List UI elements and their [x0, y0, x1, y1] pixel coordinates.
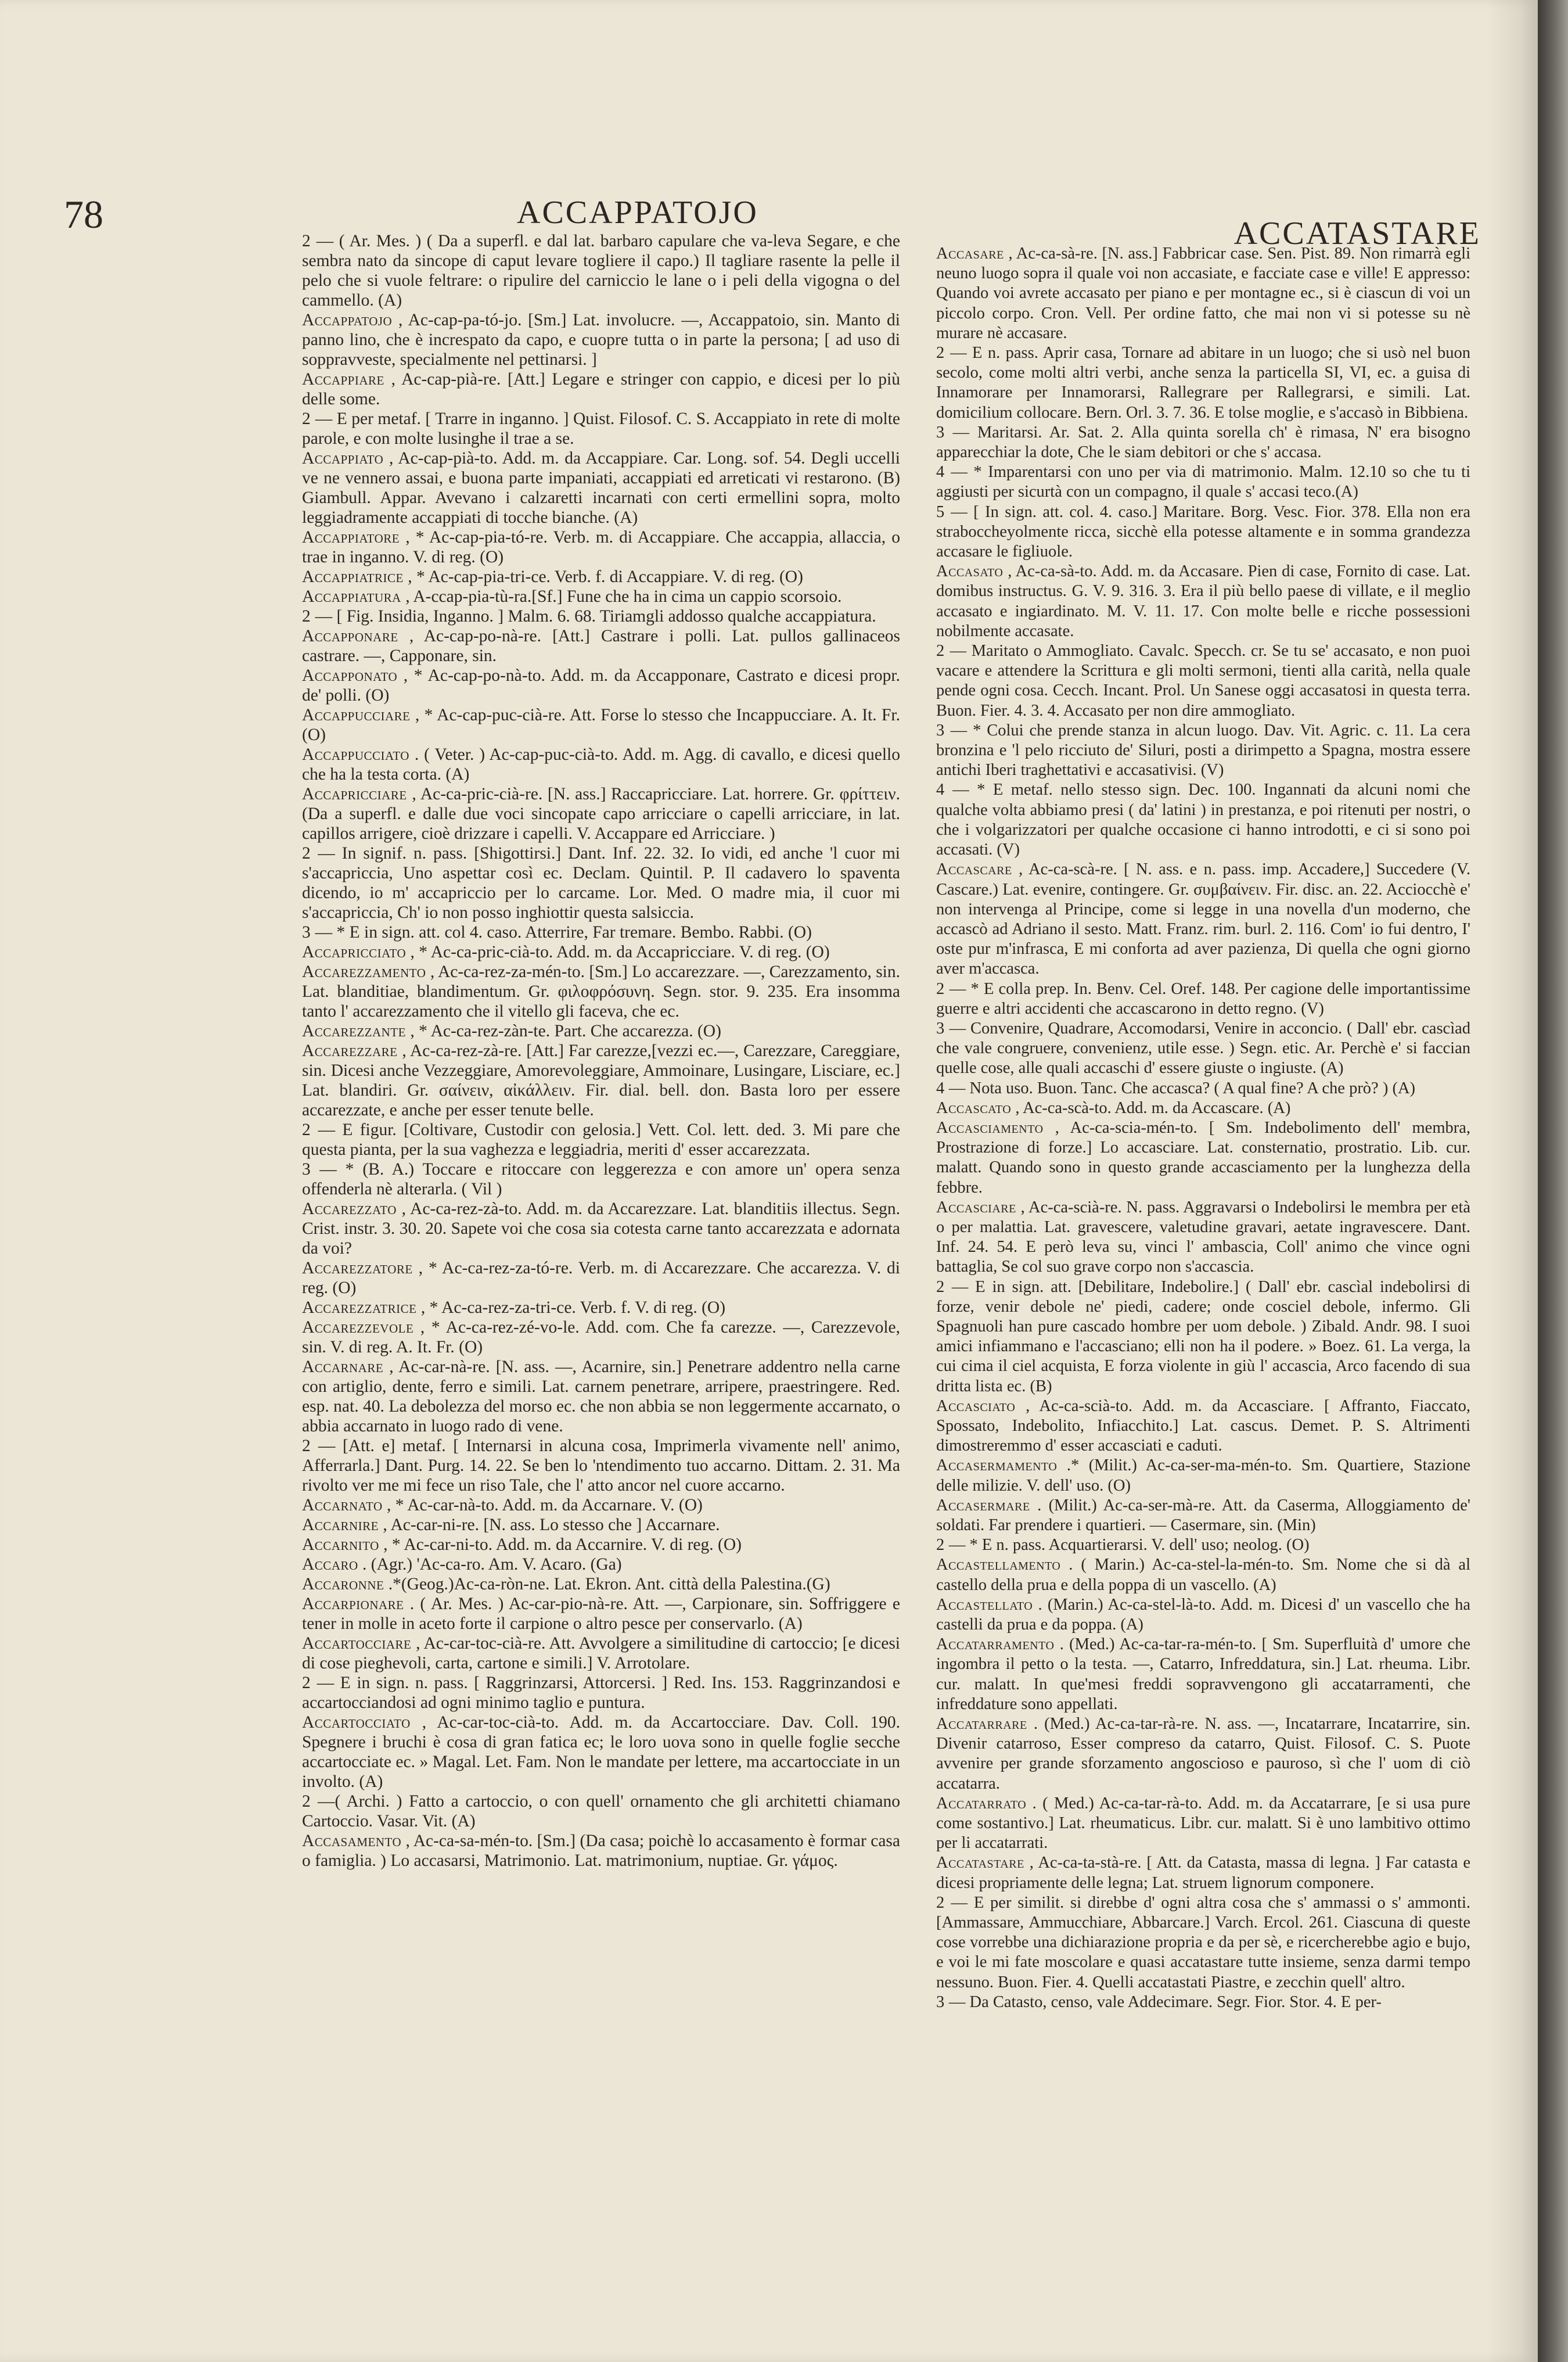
dictionary-entry — [936, 1595, 1470, 1635]
entry-text: .* (Milit.) Ac-ca-ser-ma-mén-to. Sm. Quartiere, Stazione delle milizie. V. dell' uso. (O) — [936, 1456, 1471, 1495]
entry-headword: 2 — [936, 1277, 945, 1296]
dictionary-entry — [302, 1199, 900, 1258]
entry-text: — In signif. n. pass. [Shigottirsi.] Dant. Inf. 22. 32. Io vidi, ed anche 'l cuor mi s'accapriccia, Uno aspettar così ec. Declam. Quintil. P. Il cadavero lo spaventa dicendo, io m' accapriccio per lo carcame. Lor. Med. O madre mia, il cuor mi s'accapriccia, Ch' io non posso inghiottir questa salsiccia. — [302, 844, 900, 922]
dictionary-entry — [302, 587, 900, 606]
entry-headword: Accaronne — [302, 1575, 384, 1593]
entry-text: — E per metaf. [ Trarre in inganno. ] Quist. Filosof. C. S. Accappiato in rete di molte parole, e con molte lusinghe il trae a se. — [302, 410, 901, 448]
dictionary-entry — [302, 1258, 900, 1298]
entry-headword: Accascato — [936, 1099, 1012, 1117]
dictionary-entry — [936, 1893, 1470, 1993]
entry-text: . (Marin.) Ac-ca-stel-là-to. Add. m. Dicesi d' un vascello che ha castelli da prua e da poppa. (A) — [936, 1595, 1471, 1634]
entry-text: , Ac-ca-sà-re. [N. ass.] Fabbricar case. Sen. Pist. 89. Non rimarrà egli neuno luogo sopra il quale voi non accasiate, e facciate case e ville! E appresso: Quando voi avrete accasato per piano e per montagne ec., si è ciascun di voi un piccolo corpo. Cron. Vell. Per ordine fatto, che mai non vi si potesse su nè murare nè accasare. — [936, 245, 1471, 342]
left-column — [302, 231, 900, 1871]
dictionary-entry — [302, 1515, 900, 1535]
entry-text: , Ac-ca-scà-to. Add. m. da Accascare. (A) — [1015, 1099, 1291, 1117]
dictionary-entry — [936, 1277, 1470, 1397]
dictionary-entry — [302, 527, 900, 567]
entry-headword: 4 — [936, 1079, 945, 1097]
entry-text: — [ In sign. att. col. 4. caso.] Maritare. Borg. Vesc. Fior. 378. Ella non era straboccheyolmente ricca, sicchè ella potesse altamente e in somma grandezza accasare le figliuole. — [936, 502, 1470, 561]
entry-text: —( Archi. ) Fatto a cartoccio, o con quell' ornamento che gli architetti chiamano Cartoccio. Vasar. Vit. (A) — [302, 1792, 901, 1830]
dictionary-entry — [936, 1714, 1470, 1794]
entry-text: — * (B. A.) Toccare e ritoccare con leggerezza e con amore un' opera senza offenderla nè alterarla. ( Vil ) — [302, 1160, 900, 1198]
dictionary-entry — [936, 562, 1470, 641]
entry-headword: Accappiatrice — [302, 568, 404, 586]
entry-headword: Accarezzamento — [302, 963, 426, 981]
dictionary-entry — [302, 1318, 900, 1357]
entry-headword: Accatarrare — [936, 1715, 1027, 1733]
entry-text: . ( Veter. ) Ac-cap-puc-cià-to. Add. m. Agg. di cavallo, e dicesi quello che ha la testa corta. (A) — [302, 745, 900, 784]
dictionary-entry — [302, 962, 900, 1021]
entry-headword: 2 — [302, 607, 311, 626]
entry-headword: Accarnito — [302, 1535, 379, 1554]
entry-text: , Ac-ca-pric-cià-re. [N. ass.] Raccapricciare. Lat. horrere. Gr. φρίττειν. (Da a superfl. e dalle due voci sincopate capo arricciare o capelli arricciare, in lat. capillos arrigere, cioè drizzare i capelli. V. Accappare ed Arricciare. ) — [302, 785, 900, 843]
entry-text: — * E n. pass. Acquartierarsi. V. dell' uso; neolog. (O) — [948, 1536, 1310, 1555]
entry-text: , Ac-car-toc-cià-to. Add. m. da Accartocciare. Dav. Coll. 190. Spegnere i bruchi è cosa di gran fatica ec; le loro uova sono in quelle foglie secche accartocciate ec. » Magal. Let. Fam. Non le mandate per lettere, ma accartocciate in un involto. (A) — [302, 1713, 900, 1791]
entry-headword: Accappiato — [302, 449, 384, 468]
dictionary-entry — [302, 1436, 900, 1495]
entry-headword: Accatarramento — [936, 1635, 1055, 1654]
dictionary-entry — [302, 1594, 900, 1634]
dictionary-entry — [936, 1456, 1470, 1495]
dictionary-entry — [302, 1021, 900, 1041]
entry-text: , Ac-cap-pià-re. [Att.] Legare e stringer con cappio, e dicesi per lo più delle some. — [302, 370, 901, 408]
entry-headword: Accappiatore — [302, 528, 400, 547]
dictionary-entry — [936, 1794, 1470, 1854]
entry-headword: Accastellamento — [936, 1556, 1061, 1574]
dictionary-entry — [936, 641, 1470, 721]
dictionary-entry — [302, 942, 900, 962]
entry-text: , * Ac-ca-pric-cià-to. Add. m. da Accapricciare. V. di reg. (O) — [410, 943, 830, 961]
entry-headword: 3 — [302, 923, 311, 942]
entry-headword: Accappiare — [302, 370, 384, 389]
entry-headword: Accarezzare — [302, 1042, 398, 1060]
entry-headword: Accarezzevole — [302, 1318, 414, 1337]
entry-headword: Accarpionare — [302, 1595, 404, 1613]
dictionary-entry — [936, 1555, 1470, 1595]
dictionary-entry — [302, 1792, 900, 1831]
dictionary-entry — [936, 244, 1470, 343]
entry-headword: Accarnato — [302, 1496, 383, 1514]
entry-text: . ( Marin.) Ac-ca-stel-la-mén-to. Sm. Nome che si dà al castello della prua e della poppa di un vascello. (A) — [936, 1556, 1471, 1594]
entry-headword: 2 — [302, 1674, 311, 1692]
entry-headword: Accatarrato — [936, 1794, 1027, 1812]
entry-text: — Nota uso. Buon. Tanc. Che accasca? ( A qual fine? A che prò? ) (A) — [948, 1079, 1416, 1097]
entry-headword: Accappiatura — [302, 587, 401, 606]
entry-headword: 2 — [302, 1121, 311, 1139]
entry-headword: Accasato — [936, 562, 1004, 581]
entry-headword: 5 — [936, 502, 945, 521]
entry-headword: 2 — [936, 344, 945, 362]
entry-text: . (Med.) Ac-ca-tar-ra-mén-to. [ Sm. Superfluità d' umore che ingombra il petto o la testa. —, Catarro, Infreddatura, sin.] Lat. rheuma. Libr. cur. malatt. In que'mesi freddi sopravvengono gli accatarramenti, che infreddature sono appellati. — [936, 1635, 1471, 1713]
entry-headword: Accarnire — [302, 1516, 379, 1534]
dictionary-entry — [302, 1634, 900, 1673]
entry-text: , Ac-ca-rez-za-mén-to. [Sm.] Lo accarezzare. —, Carezzamento, sin. Lat. blanditiae, blandimentum. Gr. φιλοφρόσυνη. Segn. stor. 9. 235. Era insomma tanto l' accarezzamento che il vitello gli faceva, che ec. — [302, 963, 901, 1021]
entry-headword: Accapricciato — [302, 943, 407, 961]
entry-text: , Ac-car-toc-cià-re. Att. Avvolgere a similitudine di cartoccio; [e dicesi di cose pieghevoli, carta, cartone e simili.] V. Arrotolare. — [302, 1634, 901, 1672]
entry-headword: 2 — [936, 979, 945, 998]
entry-text: , Ac-cap-pa-tó-jo. [Sm.] Lat. involucre. —, Accappatoio, sin. Manto di panno lino, che è increspato da capo, e cuopre tutta o in parte la persona; [ ad uso di soppravveste, specialmente nel pettinarsi. ] — [302, 311, 901, 369]
entry-text: , Ac-ca-rez-zà-to. Add. m. da Accarezzare. Lat. blanditiis illectus. Segn. Crist. instr. 3. 30. 20. Sapete voi che cosa sia cotesta carne tanto accarezzata e adornata da voi? — [302, 1200, 901, 1258]
dictionary-entry — [936, 721, 1470, 781]
entry-text: . ( Med.) Ac-ca-tar-rà-to. Add. m. da Accatarrare, [e si usa pure come sostantivo.] Lat. rheumaticus. Libr. cur. malatt. Si è uno lambitivo ottimo per li accatarrati. — [936, 1794, 1470, 1853]
dictionary-entry — [936, 1496, 1470, 1535]
entry-headword: Accastellato — [936, 1595, 1033, 1614]
dictionary-entry — [302, 1160, 900, 1199]
dictionary-entry — [936, 1019, 1470, 1079]
page-fold-shadow — [1487, 0, 1538, 2362]
entry-text: — E in sign. att. [Debilitare, Indebolire.] ( Dall' ebr. cascìal indebolirsi di forze, venir debole ne' piedi, cadere; onde cosciel debole, infermo. Gli Spagnuoli han pure cascado hombre per uom debole. ) Zibald. Andr. 98. I suoi amici infiammano e l'accasciano; elli non ha il podere. » Boez. 61. La verga, la cui cima il ciel acquista, E forza violente in giù l' accascia, Arco facendo di sua dritta lista ec. (B) — [936, 1277, 1470, 1395]
entry-text: , * Ac-ca-rez-zàn-te. Part. Che accarezza. (O) — [410, 1022, 721, 1040]
right-column — [936, 244, 1470, 2012]
dictionary-entry — [936, 1993, 1470, 2012]
entry-headword: 2 — [936, 642, 945, 661]
dictionary-entry — [936, 1118, 1470, 1198]
dictionary-entry — [936, 462, 1470, 502]
entry-text: , Ac-ca-ta-stà-re. [ Att. da Catasta, massa di legna. ] Far catasta e dicesi propriamente delle legna; Lat. struem lignorum componere. — [936, 1854, 1470, 1892]
entry-text: . (Milit.) Ac-ca-ser-mà-re. Att. da Caserma, Alloggiamento de' soldati. Far prendere i quartieri. — Casermare, sin. (Min) — [936, 1496, 1470, 1534]
entry-text: , Ac-ca-rez-zà-re. [Att.] Far carezze,[vezzi ec.—, Carezzare, Careggiare, sin. Dicesi anche Vezzeggiare, Amorevoleggiare, Ammoinare, Lusingare, Lisciare, ec.] Lat. blandiri. Gr. σαίνειν, αἰκάλλειν. Fir. dial. bell. don. Basta loro per essere accarezzate, e anche per esser tenute belle. — [302, 1042, 901, 1119]
dictionary-entry — [936, 1079, 1470, 1099]
entry-text: — E per similit. si direbbe d' ogni altra cosa che s' ammassi o s' ammonti. [Ammassare, Ammucchiare, Abbarcare.] Varch. Ercol. 261. Ciascuna di queste cose vorrebbe una dichiarazione propria e da per sè, e ricercherebbe agio e bujo, e voi le mi fate moscolare e quasi accatastare tutte insieme, senza darmi tempo nessuno. Buon. Fier. 4. Quelli accatastati Piastre, e zecchin quell' altro. — [936, 1893, 1470, 1991]
dictionary-entry — [302, 1495, 900, 1515]
dictionary-entry — [936, 1535, 1470, 1555]
entry-headword: Accapricciare — [302, 785, 407, 803]
entry-headword: 3 — [936, 423, 945, 441]
entry-headword: 2 — [302, 410, 311, 428]
entry-text: , * Ac-cap-po-nà-to. Add. m. da Accapponare, Castrato e dicesi propr. de' polli. (O) — [302, 666, 900, 705]
dictionary-entry — [302, 1298, 900, 1318]
dictionary-entry — [302, 666, 900, 705]
entry-text: , Ac-cap-po-nà-re. [Att.] Castrare i polli. Lat. pullos gallinaceos castrare. —, Capponare, sin. — [302, 627, 901, 665]
entry-text: , A-ccap-pia-tù-ra.[Sf.] Fune che ha in cima un cappio scorsoio. — [405, 587, 842, 606]
dictionary-entry — [302, 745, 900, 784]
dictionary-entry — [302, 606, 900, 626]
entry-text: , * Ac-ca-rez-za-tó-re. Verb. m. di Accarezzare. Che accarezza. V. di reg. (O) — [302, 1259, 901, 1297]
dictionary-entry — [302, 1535, 900, 1555]
entry-text: — * Colui che prende stanza in alcun luogo. Dav. Vit. Agric. c. 11. La cera bronzina e 'l pelo ricciuto de' Siluri, posti a dirimpetto a Spagna, mostra essere antichi Iberi traghettativi e accasativisi. (V) — [936, 721, 1471, 780]
entry-text: , * Ac-cap-pia-tri-ce. Verb. f. di Accappiare. V. di reg. (O) — [408, 568, 803, 586]
entry-headword: Accapponato — [302, 666, 398, 685]
book-edge — [1538, 0, 1568, 2362]
dictionary-entry — [936, 780, 1470, 860]
entry-text: — ( Ar. Mes. ) ( Da a superfl. e dal lat. barbaro capulare che va-leva Segare, e che sembra nato da sincope di caput levare togliere il capo.) Il tagliare rasente la pelle il pelo che si vuole feltrare: o ripulire del carniccio le lane o i peli della vigogna o del cammello. (A) — [302, 232, 900, 310]
entry-text: — Da Catasto, censo, vale Addecimare. Segr. Fior. Stor. 4. E per- — [948, 1993, 1382, 2011]
entry-text: , Ac-car-ni-re. [N. ass. Lo stesso che ] Accarnare. — [383, 1516, 720, 1534]
dictionary-entry — [302, 843, 900, 922]
entry-text: , Ac-ca-scià-to. Add. m. da Accasciare. [ Affranto, Fiaccato, Spossato, Indebolito, Infiacchito.] Lat. cascus. Demet. P. S. Altrimenti dimostreremmo d' esser accasciati e caduti. — [936, 1397, 1471, 1455]
dictionary-entry — [302, 1555, 900, 1574]
entry-text: — Convenire, Quadrare, Accomodarsi, Venire in acconcio. ( Dall' ebr. cascìad che vale congruere, convenienz, utile esse. ) Segn. etic. Ar. Perchè e' si faccian quelle cose, alle quali accaschi d' essere giuste o ingiuste. (A) — [936, 1019, 1471, 1078]
entry-text: , Ac-ca-scià-re. N. pass. Aggravarsi o Indebolirsi le membra per età o per malattia. Lat. gravescere, valetudine gravari, aetate ingravescere. Dant. Inf. 24. 54. E però leva su, vinci l' ambascia, Coll' animo che vince ogni battaglia, Se col suo grave corpo non s'accascia. — [936, 1198, 1471, 1276]
entry-headword: 2 — [302, 1792, 311, 1811]
entry-text: , Ac-ca-scà-re. [ N. ass. e n. pass. imp. Accadere,] Succedere (V. Cascare.) Lat. evenire, contingere. Gr. συμβαίνειν. Fir. disc. an. 22. Acciocchè e' non intervenga al Principe, come si legge in una novella d'un moderno, che accascò ad Adriano il sesto. Matt. Franz. rim. burl. 2. 116. Com' io fui dentro, I' oste pur m'infrasca, E mi conforta ad aver pazienza, Di quella che ogni giorno aver m'accasca. — [936, 860, 1470, 978]
entry-headword: Accasermamento — [936, 1456, 1058, 1475]
entry-text: , Ac-ca-sà-to. Add. m. da Accasare. Pien di case, Fornito di case. Lat. domibus instructus. G. V. 9. 316. 3. Era il più bello paese di villate, e il meglio accasato e ingiardinato. M. V. 11. 17. Con molte belle e ricche possessioni nobilmente accasate. — [936, 562, 1471, 640]
running-head-left: ACCAPPATOJO — [517, 195, 758, 231]
entry-headword: Accascare — [936, 860, 1012, 879]
entry-text: — [ Fig. Insidia, Inganno. ] Malm. 6. 68. Tiriamgli addosso qualche accappiatura. — [315, 607, 876, 626]
dictionary-entry — [302, 784, 900, 843]
page-number: 78 — [64, 192, 103, 236]
entry-headword: Accappucciare — [302, 706, 411, 724]
entry-text: , * Ac-cap-pia-tó-re. Verb. m. di Accappiare. Che accappia, allaccia, o trae in inganno. V. di reg. (O) — [302, 528, 900, 566]
entry-text: . (Med.) Ac-ca-tar-rà-re. N. ass. —, Incatarrare, Incatarrire, sin. Divenir catarroso, Esser compreso da catarro, Quist. Filosof. C. S. Puote avvenire per grande sforzamento angoscioso e pauroso, sì che l' uom di ciò accatarra. — [936, 1715, 1470, 1793]
dictionary-entry — [302, 1713, 900, 1792]
entry-text: . (Agr.) 'Ac-ca-ro. Am. V. Acaro. (Ga) — [362, 1555, 622, 1574]
dictionary-entry — [302, 1831, 900, 1871]
entry-headword: 4 — [936, 463, 945, 482]
entry-text: — * Imparentarsi con uno per via di matrimonio. Malm. 12.10 so che tu ti aggiusti per sicurtà con un compagno, il quale s' accasi teco.(A) — [936, 463, 1470, 501]
entry-text: .*(Geog.)Ac-ca-ròn-ne. Lat. Ekron. Ant. città della Palestina.(G) — [388, 1575, 830, 1593]
entry-text: — E in sign. n. pass. [ Raggrinzarsi, Attorcersi. ] Red. Ins. 153. Raggrinzandosi e accartocciandosi ad ogni minimo taglio e puntura. — [302, 1674, 900, 1712]
running-head-right: ACCATASTARE — [1233, 216, 1481, 252]
entry-text: — E figur. [Coltivare, Custodir con gelosia.] Vett. Col. lett. ded. 3. Mi pare che questa pianta, per la sua vaghezza e leggiadria, meriti d' esser accarezzata. — [302, 1121, 900, 1159]
dictionary-entry — [936, 860, 1470, 979]
entry-text: — * E colla prep. In. Benv. Cel. Oref. 148. Per cagione delle importantissime guerre e altri accidenti che accascarono in detto regno. (V) — [936, 979, 1471, 1018]
entry-headword: Accasciare — [936, 1198, 1016, 1216]
entry-headword: Accasciamento — [936, 1118, 1044, 1137]
entry-headword: Accarezzato — [302, 1200, 397, 1218]
entry-text: — E n. pass. Aprir casa, Tornare ad abitare in un luogo; che si usò nel buon secolo, come molti altri verbi, anche senza la particella SI, VI, ec. a guisa di Innamorare per Innamorarsi, Rallegrare per Rallegrarsi, e simili. Lat. domicilium collocare. Bern. Orl. 3. 7. 36. E tolse moglie, e s'accasò in Bibbiena. — [936, 344, 1470, 422]
entry-text: , Ac-ca-sa-mén-to. [Sm.] (Da casa; poichè lo accasamento è formar casa o famiglia. ) Lo accasarsi, Matrimonio. Lat. matrimonium, nuptiae. Gr. γάμος. — [302, 1832, 900, 1870]
entry-headword: Accarezzatrice — [302, 1298, 417, 1317]
dictionary-entry — [302, 448, 900, 527]
dictionary-entry — [302, 567, 900, 587]
dictionary-entry — [302, 369, 900, 409]
entry-text: , Ac-ca-scia-mén-to. [ Sm. Indebolimento dell' membra, Prostrazione di forze.] Lo accasciare. Lat. consternatio, prostratio. Lib. cur. malatt. Quando sono in questo grande accasciamento per la lunghezza della febbre. — [936, 1118, 1471, 1197]
dictionary-entry — [302, 409, 900, 448]
entry-headword: Accasermare — [936, 1496, 1030, 1514]
entry-text: , * Ac-car-nà-to. Add. m. da Accarnare. V. (O) — [386, 1496, 703, 1514]
entry-headword: Accarnare — [302, 1358, 384, 1376]
entry-text: , * Ac-ca-rez-za-tri-ce. Verb. f. V. di reg. (O) — [420, 1298, 726, 1317]
entry-headword: 3 — [936, 1019, 945, 1038]
entry-headword: 3 — [302, 1160, 311, 1179]
entry-headword: Accasciato — [936, 1397, 1016, 1415]
entry-headword: Accartocciare — [302, 1634, 412, 1653]
dictionary-entry — [302, 1357, 900, 1436]
entry-headword: 4 — [936, 781, 945, 799]
entry-headword: Accappucciato — [302, 745, 409, 764]
entry-headword: 3 — [936, 721, 945, 740]
entry-headword: Accarezzante — [302, 1022, 406, 1040]
dictionary-entry — [936, 979, 1470, 1019]
entry-text: . ( Ar. Mes. ) Ac-car-pio-nà-re. Att. —, Carpionare, sin. Soffriggere e tener in molle in aceto forte il carpione o altro pesce per conservarlo. (A) — [302, 1595, 900, 1633]
dictionary-entry — [302, 1041, 900, 1120]
dictionary-entry — [302, 231, 900, 310]
entry-headword: Accatastare — [936, 1854, 1024, 1872]
dictionary-entry — [936, 343, 1470, 423]
entry-headword: 2 — [936, 1893, 945, 1912]
dictionary-entry — [936, 1099, 1470, 1118]
entry-text: , Ac-cap-pià-to. Add. m. da Accappiare. Car. Long. sof. 54. Degli uccelli ve ne vennero assai, e buona parte impaniati, accappiati ed arreticati vi restarono. (B) Giambull. Appar. Avevano i calzaretti incarnati con certi ermellini sopra, molto leggiadramente accappiati di tocche bianche. (A) — [302, 449, 900, 527]
entry-text: — [Att. e] metaf. [ Internarsi in alcuna cosa, Imprimerla vivamente nell' animo, Afferrarla.] Dant. Purg. 14. 22. Se ben lo 'ntendimento tuo accarno. Dittam. 2. 31. Ma rivolto ver me mi fece un riso Tale, che l' atto ancor nel cuore accarno. — [302, 1437, 900, 1495]
dictionary-entry — [936, 1853, 1470, 1893]
entry-headword: Accartocciato — [302, 1713, 411, 1732]
entry-text: — * E metaf. nello stesso sign. Dec. 100. Ingannati da alcuni nomi che qualche volta abbiamo presi ( da' latini ) in prestanza, e poi ritenuti per nostri, o che i volgarizzatori per qualche occasione ci hanno introdotti, e ci si sono poi accasati. (V) — [936, 781, 1470, 859]
dictionary-entry — [936, 423, 1470, 462]
entry-text: — * E in sign. att. col 4. caso. Atterrire, Far tremare. Bembo. Rabbi. (O) — [315, 923, 812, 942]
entry-headword: 2 — [936, 1536, 945, 1555]
dictionary-entry — [302, 1120, 900, 1160]
entry-headword: Accapponare — [302, 627, 398, 645]
dictionary-entry — [936, 1635, 1470, 1714]
dictionary-entry — [302, 922, 900, 942]
entry-text: , * Ac-car-ni-to. Add. m. da Accarnire. V. di reg. (O) — [383, 1535, 742, 1554]
entry-headword: Accasamento — [302, 1832, 402, 1850]
entry-headword: Accappatojo — [302, 311, 393, 329]
entry-headword: 2 — [302, 844, 311, 863]
entry-text: — Maritato o Ammogliato. Cavalc. Specch. cr. Se tu se' accasato, e non puoi vacare e attendere la Scrittura e gli molti sermoni, tienti alla carità, nella quale pende ogni cosa. Cecch. Incant. Prol. Un Sanese oggi accasatosi in questa terra. Buon. Fier. 4. 3. 4. Accasato per non dire ammogliato. — [936, 642, 1471, 720]
dictionary-entry — [936, 1397, 1470, 1456]
dictionary-entry — [302, 626, 900, 666]
dictionary-entry — [302, 1574, 900, 1594]
entry-text: , * Ac-cap-puc-cià-re. Att. Forse lo stesso che Incappucciare. A. It. Fr. (O) — [302, 706, 901, 744]
entry-headword: Accarezzatore — [302, 1259, 413, 1277]
entry-text: , * Ac-ca-rez-zé-vo-le. Add. com. Che fa carezze. —, Carezzevole, sin. V. di reg. A. It. Fr. (O) — [302, 1318, 901, 1356]
entry-headword: 2 — [302, 232, 311, 250]
entry-headword: 2 — [302, 1437, 311, 1455]
dictionary-entry — [302, 705, 900, 745]
dictionary-entry — [936, 1198, 1470, 1277]
dictionary-entry — [936, 502, 1470, 562]
entry-text: — Maritarsi. Ar. Sat. 2. Alla quinta sorella ch' è rimasa, N' era bisogno apparecchiar la dote, Che le siam debitori or che s' accasa. — [936, 423, 1470, 462]
entry-headword: 3 — [936, 1993, 945, 2011]
entry-headword: Accasare — [936, 245, 1004, 263]
entry-text: , Ac-car-nà-re. [N. ass. —, Acarnire, sin.] Penetrare addentro nella carne con artiglio, dente, ferro e simili. Lat. carnem penetrare, arripere, praestringere. Red. esp. nat. 40. La debolezza del morso ec. che non abbia se non leggermente accarnato, o abbia accarnato in luogo rado di vene. — [302, 1358, 900, 1435]
dictionary-entry — [302, 1673, 900, 1713]
dictionary-entry — [302, 310, 900, 369]
entry-headword: Accaro — [302, 1555, 358, 1574]
